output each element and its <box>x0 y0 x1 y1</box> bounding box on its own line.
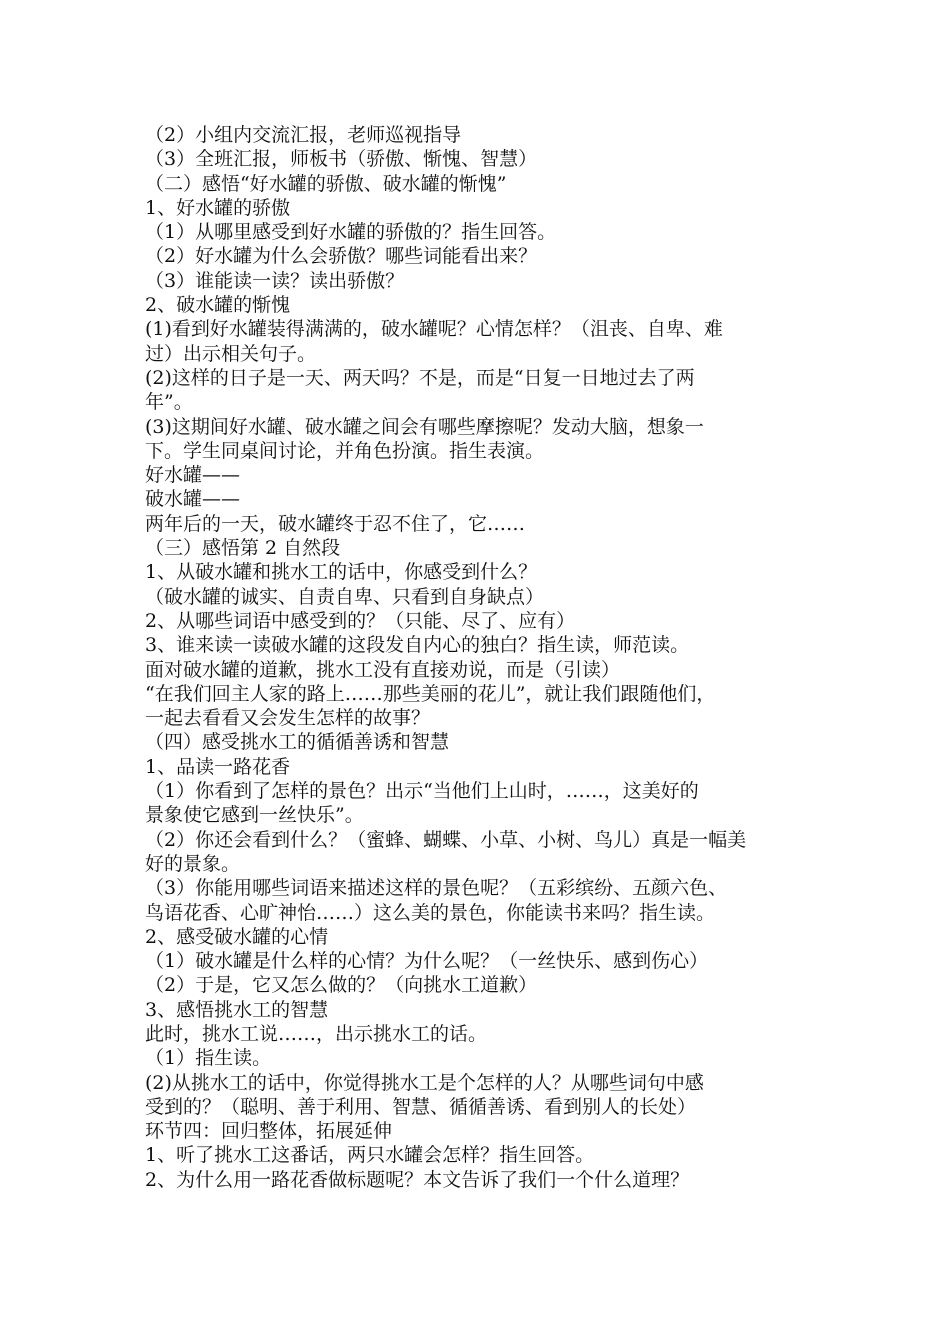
text-line: 3、感悟挑水工的智慧 <box>145 998 329 1021</box>
text-line: (2)从挑水工的话中，你觉得挑水工是个怎样的人？从哪些词句中感 <box>145 1071 704 1094</box>
text-line: 受到的？（聪明、善于利用、智慧、循循善诱、看到别人的长处） <box>145 1095 697 1118</box>
text-line: （2）小组内交流汇报，老师巡视指导 <box>145 124 462 146</box>
text-line: （破水罐的诚实、自责自卑、只看到自身缺点） <box>145 585 545 608</box>
text-line: （1）破水罐是什么样的心情？为什么呢？（一丝快乐、感到伤心） <box>145 950 709 973</box>
document-page <box>145 123 835 1192</box>
text-line: 两年后的一天，破水罐终于忍不住了，它…… <box>145 512 526 535</box>
text-line: (1)看到好水罐装得满满的，破水罐呢？心情怎样？（沮丧、自卑、难 <box>145 318 723 341</box>
text-line: （2）你还会看到什么？（蜜蜂、蝴蝶、小草、小树、鸟儿）真是一幅美 <box>145 828 747 851</box>
text-line: （3）谁能读一读？读出骄傲？ <box>145 269 405 292</box>
text-line: 2、破水罐的惭愧 <box>145 294 291 317</box>
text-line: （2）好水罐为什么会骄傲？哪些词能看出来？ <box>145 245 538 268</box>
text-line: 好的景象。 <box>145 852 241 875</box>
text-line: （1）指生读。 <box>145 1047 272 1070</box>
text-line: 鸟语花香、心旷神怡……）这么美的景色，你能读书来吗？指生读。 <box>145 901 716 924</box>
text-line: 下。学生同桌间讨论，并角色扮演。指生表演。 <box>145 439 545 462</box>
text-line: （3）你能用哪些词语来描述这样的景色呢？（五彩缤纷、五颜六色、 <box>145 877 728 900</box>
text-line: 2、感受破水罐的心情 <box>145 925 329 948</box>
text-line: （1）你看到了怎样的景色？出示“当他们上山时，……，这美好的 <box>145 780 699 803</box>
text-line: 1、好水罐的骄傲 <box>145 196 291 219</box>
text-line: 1、品读一路花香 <box>145 755 291 778</box>
text-line: “在我们回主人家的路上……那些美丽的花儿”，就让我们跟随他们， <box>145 682 716 705</box>
text-line: 一起去看看又会发生怎样的故事？ <box>145 707 431 730</box>
text-line: 2、为什么用一路花香做标题呢？本文告诉了我们一个什么道理？ <box>145 1168 690 1191</box>
text-line: 破水罐—— <box>145 488 241 511</box>
text-line: (2)这样的日子是一天、两天吗？不是，而是“日复一日地过去了两 <box>145 366 695 389</box>
text-line: 此时，挑水工说……，出示挑水工的话。 <box>145 1022 488 1045</box>
text-line: （1）从哪里感受到好水罐的骄傲的？指生回答。 <box>145 221 557 244</box>
text-line: 环节四：回归整体，拓展延伸 <box>145 1120 393 1143</box>
text-line: （三）感悟第 2 自然段 <box>145 537 341 560</box>
text-line: 1、听了挑水工这番话，两只水罐会怎样？指生回答。 <box>145 1144 595 1167</box>
text-line: （3）全班汇报，师板书（骄傲、惭愧、智慧） <box>145 148 538 171</box>
text-line: （二）感悟“好水罐的骄傲、破水罐的惭愧” <box>145 172 507 195</box>
text-line: （2）于是，它又怎么做的？（向挑水工道歉） <box>145 974 538 997</box>
text-line: 1、从破水罐和挑水工的话中，你感受到什么？ <box>145 561 538 584</box>
text-line: 2、从哪些词语中感受到的？（只能、尽了、应有） <box>145 609 576 632</box>
text-line: 景象使它感到一丝快乐”。 <box>145 804 364 827</box>
text-line: 好水罐—— <box>145 464 241 487</box>
text-line: (3)这期间好水罐、破水罐之间会有哪些摩擦呢？发动大脑，想象一 <box>145 415 704 438</box>
text-line: （四）感受挑水工的循循善诱和智慧 <box>145 731 450 754</box>
text-line: 年”。 <box>145 391 193 414</box>
text-line: 过）出示相关句子。 <box>145 342 317 365</box>
text-line: 3、谁来读一读破水罐的这段发自内心的独白？指生读，师范读。 <box>145 634 690 657</box>
text-line: 面对破水罐的道歉，挑水工没有直接劝说，而是（引读） <box>145 658 621 681</box>
